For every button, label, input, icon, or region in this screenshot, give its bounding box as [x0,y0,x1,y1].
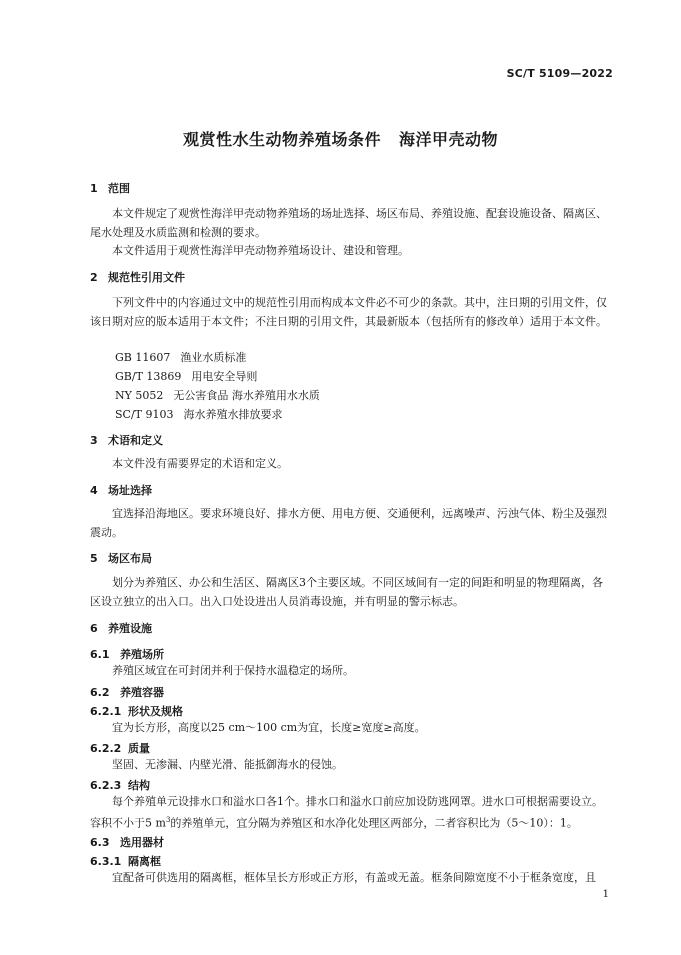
section-5-title: 场区布局 [108,552,152,565]
document-title [0,127,681,150]
section-5-heading: 5 场区布局 [90,552,152,565]
reference-item [115,406,283,422]
section-6-2-2-heading: 6.2.2 质量 [90,742,150,755]
section-6-2-2-title: 质量 [128,742,150,755]
section-6-1-paragraph-1: 养殖区域宜在可封闭并利于保持水温稳定的场所。 [112,664,354,677]
section-2-heading: 2 规范性引用文件 [90,271,185,284]
section-6-2-1-title: 形状及规格 [128,705,183,718]
section-6-3-1-heading: 6.3.1 隔离框 [90,855,161,868]
section-1-title: 范围 [108,182,130,195]
section-3-paragraph-1: 本文件没有需要界定的术语和定义。 [112,457,288,470]
section-6-heading: 6 养殖设施 [90,622,152,635]
section-4-paragraph-1: 宜选择沿海地区。要求环境良好、排水方便、用电方便、交通便利，远离噪声、污浊气体、粉尘及强烈震动。 [90,507,607,539]
section-2-title: 规范性引用文件 [108,271,185,284]
section-6-2-2-paragraph-1: 坚固、无渗漏、内壁光滑、能抵御海水的侵蚀。 [112,758,343,771]
section-6-2-1-heading: 6.2.1 形状及规格 [90,705,183,718]
section-6-1-heading: 6.1 养殖场所 [90,648,164,661]
title-sub: 海洋甲壳动物 [399,130,499,149]
section-1-paragraph-2: 本文件适用于观赏性海洋甲壳动物养殖场设计、建设和管理。 [112,244,409,257]
reference-name: 无公害食品 海水养殖用水水质 [173,389,320,402]
section-6-1-title: 养殖场所 [120,648,164,661]
section-6-title: 养殖设施 [108,622,152,635]
section-3-heading: 3 术语和定义 [90,434,163,447]
section-1-paragraph-1: 本文件规定了观赏性海洋甲壳动物养殖场的场址选择、场区布局、养殖设施、配套设施设备、隔离区、尾水处理及水质监测和检测的要求。 [90,207,607,239]
section-5-paragraph-1: 划分为养殖区、办公和生活区、隔离区3个主要区域。不同区域间有一定的间距和明显的物理隔离，各区设立独立的出入口。出入口处设进出人员消毒设施，并有明显的警示标志。 [90,576,603,608]
section-6-3-title: 选用器材 [120,836,164,849]
reference-code: GB 11607 [115,351,171,364]
reference-name: 海水养殖水排放要求 [183,408,283,421]
section-6-2-title: 养殖容器 [120,686,164,699]
page-number: 1 [602,889,609,900]
section-6-2-heading: 6.2 养殖容器 [90,686,164,699]
standard-code: SC/T 5109—2022 [506,67,613,80]
reference-name: 用电安全导则 [191,370,258,383]
reference-item [115,368,257,384]
reference-code: SC/T 9103 [115,408,174,421]
section-6-2-3-paragraph-1: 每个养殖单元设排水口和溢水口各1个。排水口和溢水口前应加设防逃网罩。进水口可根据需要设立。容积不小于5 $m^3$的养殖单元，宜分隔为养殖区和水净化处理区两部分，二者容积比为（5～10）：1。 [90,795,603,830]
section-3-title: 术语和定义 [108,434,163,447]
section-6-2-1-paragraph-1: 宜为长方形，高度以25 cm～100 cm为宜，长度≥宽度≥高度。 [112,721,426,734]
section-6-3-1-title: 隔离框 [128,855,161,868]
section-1-heading: 1 范围 [90,182,130,195]
section-4-title: 场址选择 [108,484,152,497]
reference-code: GB/T 13869 [115,370,182,383]
title-main: 观赏性水生动物养殖场条件 [182,130,381,149]
reference-item [115,349,246,365]
reference-name: 渔业水质标准 [180,351,247,364]
section-4-heading: 4 场址选择 [90,484,152,497]
section-2-paragraph-1: 下列文件中的内容通过文中的规范性引用而构成本文件必不可少的条款。其中，注日期的引用文件，仅该日期对应的版本适用于本文件；不注日期的引用文件，其最新版本（包括所有的修改单）适用于本文件。 [90,296,607,328]
section-6-3-heading: 6.3 选用器材 [90,836,164,849]
section-6-3-1-paragraph-1: 宜配备可供选用的隔离框，框体呈长方形或正方形，有盖或无盖。框条间隙宽度不小于框条宽度，且 [112,871,596,884]
reference-code: NY 5052 [115,389,164,402]
section-6-2-3-heading: 6.2.3 结构 [90,779,150,792]
reference-item [115,387,320,403]
section-6-2-3-title: 结构 [128,779,150,792]
